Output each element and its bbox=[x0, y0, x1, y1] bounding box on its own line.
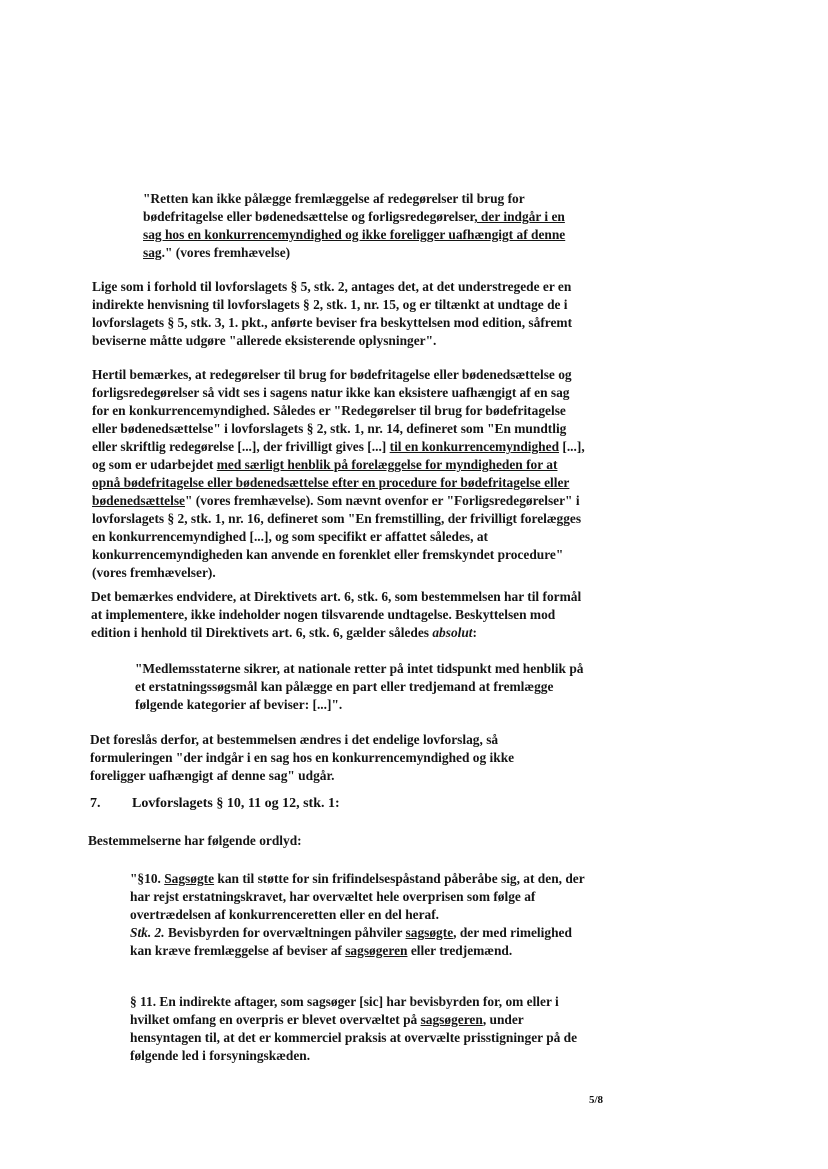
quote-medlemsstaterne: "Medlemsstaterne sikrer, at nationale retter på intet tidspunkt med henblik på et erstatningssøgsmål kan pålægge en part eller tredjemand at fremlægge følgende kategorier af beviser: [...]". bbox=[135, 661, 584, 712]
quote-10-stk2: Stk. 2. Bevisbyrden for overvæltningen påhviler sagsøgte, der med rimelighed kan kræve fremlæggelse af beviser af sagsøgeren eller tredjemænd. bbox=[130, 925, 572, 958]
page-number: 5/8 bbox=[589, 1094, 604, 1106]
paragraph-bestemmelserne: Bestemmelserne har følgende ordlyd: bbox=[88, 833, 302, 848]
quote-10-stk1: "§10. Sagsøgte kan til støtte for sin frifindelsespåstand påberåbe sig, at den, der har rejst erstatningskravet, har overvæltet hele overprisen som følge af overtrædelsen af konkurrenceretten eller en del heraf. bbox=[130, 871, 585, 922]
paragraph-det-bemaerkes: Det bemærkes endvidere, at Direktivets art. 6, stk. 6, som bestemmelsen har til formål at implementere, ikke indeholder nogen tilsvarende undtagelse. Beskyttelsen mod edition i henhold til Direktivets art. 6, stk. 6, gælder således absolut: bbox=[91, 589, 582, 640]
quote-paragraph-11: § 11. En indirekte aftager, som sagsøger [sic] har bevisbyrden for, om eller i hvilket omfang en overpris er blevet overvæltet på sagsøgeren, under hensyntagen til, at det er kommerciel praksis at overvælte prisstigninger på de følgende led i forsyningskæden. bbox=[130, 994, 578, 1063]
quote-paragraph-10 bbox=[130, 870, 585, 960]
quote-retten: "Retten kan ikke pålægge fremlæggelse af redegørelser til brug for bødefritagelse eller bødenedsættelse og forligsredegørelser, der indgår i en sag hos en konkurrencemyndighed og ikke foreligger uafhængigt af denne sag." (vores fremhævelse) bbox=[143, 191, 566, 260]
paragraph-lige-som: Lige som i forhold til lovforslagets § 5, stk. 2, antages det, at det understregede er en indirekte henvisning til lovforslagets § 2, stk. 1, nr. 15, og er tiltænkt at undtage de i lovforslagets § 5, stk. 3, 1. pkt., anførte beviser fra beskyttelsen mod edition, såfremt beviserne måtte udgøre "allerede eksisterende oplysninger". bbox=[92, 279, 573, 348]
section-number: 7. bbox=[90, 796, 101, 811]
paragraph-det-foreslaas: Det foreslås derfor, at bestemmelsen ændres i det endelige lovforslag, så formuleringen "der indgår i en sag hos en konkurrencemyndighed og ikke foreligger uafhængigt af denne sag" udgår. bbox=[90, 732, 515, 783]
section-heading bbox=[90, 796, 340, 812]
paragraph-hertil: Hertil bemærkes, at redegørelser til brug for bødefritagelse eller bødenedsættelse og forligsredegørelser så vidt ses i sagens natur ikke kan eksistere uafhængigt af en sag for en konkurrencemyndighed. Således er "Redegørelser til brug for bødefritagelse eller bødenedsættelse" i lovforslagets § 2, stk. 1, nr. 14, defineret som "En mundtlig eller skriftlig redegørelse [...], der frivilligt gives [...] til en konkurrencemyndighed [...], og som er udarbejdet med særligt henblik på forelæggelse for myndigheden for at opnå bødefritagelse eller bødenedsættelse efter en procedure for bødefritagelse eller bødenedsættelse" (vores fremhævelse). Som nævnt ovenfor er "Forligsredegørelser" i lovforslagets § 2, stk. 1, nr. 16, defineret som "En fremstilling, der frivilligt forelægges en konkurrencemyndighed [...], og som specifikt er affattet således, at konkurrencemyndigheden kan anvende en forenklet eller fremskyndet procedure" (vores fremhævelser). bbox=[92, 367, 585, 580]
section-title: Lovforslagets § 10, 11 og 12, stk. 1: bbox=[132, 796, 340, 811]
